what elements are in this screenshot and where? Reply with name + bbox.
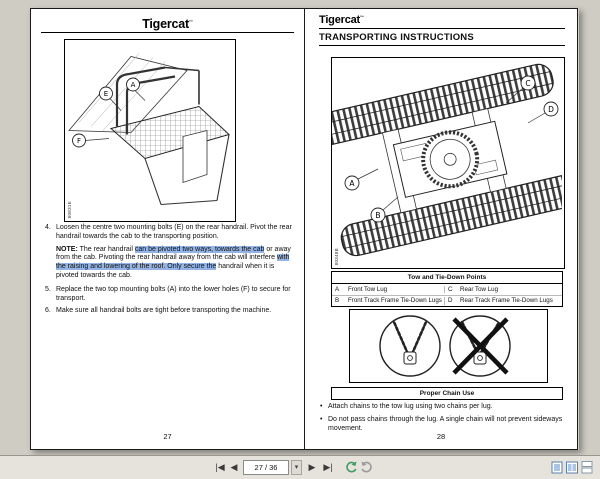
continuous-view-icon — [581, 461, 593, 474]
header-rule — [319, 28, 565, 29]
single-page-view-icon — [551, 461, 563, 474]
instruction-list — [45, 224, 292, 320]
item-number: 4. — [45, 224, 51, 231]
continuous-view-button[interactable] — [581, 461, 596, 476]
correct-chain-diagram — [380, 316, 440, 376]
page-number: 27 — [163, 432, 172, 441]
page-dropdown-button[interactable]: ▾ — [291, 460, 302, 475]
header-rule — [41, 32, 294, 33]
svg-text:A: A — [130, 81, 136, 89]
previous-view-icon — [344, 460, 358, 474]
table-letter: D — [444, 297, 460, 305]
callout-F — [73, 134, 110, 147]
right-page — [304, 8, 578, 450]
svg-text:C: C — [525, 78, 531, 88]
list-item-4 — [45, 224, 292, 242]
svg-text:E: E — [103, 90, 109, 98]
item-text: Loosen the centre two mounting bolts (E) on the rear handrail. Pivot the rear handrail towards the cab to the transporting position. — [56, 224, 292, 240]
document-spread — [30, 8, 579, 450]
next-page-button[interactable]: ▶ — [308, 462, 316, 472]
single-page-view-button[interactable] — [551, 461, 566, 476]
viewer-toolbar — [0, 455, 600, 479]
callout-D — [528, 102, 558, 123]
chain-use-header: Proper Chain Use — [331, 387, 563, 400]
svg-text:A: A — [349, 178, 355, 188]
list-item-6 — [45, 307, 292, 316]
callout-A — [345, 169, 378, 190]
facing-pages-view-icon — [566, 461, 578, 474]
figure-code: 80348B — [334, 247, 339, 265]
page-number: 28 — [436, 432, 446, 441]
trademark-mark: ™ — [360, 14, 364, 20]
svg-text:D: D — [548, 104, 554, 114]
table-letter: B — [335, 297, 340, 304]
section-title: TRANSPORTING INSTRUCTIONS — [319, 32, 474, 43]
svg-text:B: B — [375, 210, 381, 220]
table-letter: A — [335, 285, 340, 293]
side-panel — [183, 131, 207, 183]
chain-use-figure — [350, 310, 545, 380]
figure-code: 80831E — [67, 200, 72, 218]
left-page — [30, 8, 305, 450]
item-number: 6. — [45, 307, 51, 315]
highlighted-text: can be pivoted two ways, towards the cab — [134, 245, 265, 253]
handrail-figure-frame — [64, 39, 236, 222]
table-cell: Front Tow Lug — [348, 285, 388, 293]
brand-logo: Tigercat™ — [319, 14, 364, 26]
facing-pages-view-button[interactable] — [566, 461, 581, 476]
table-cell: Front Track Frame Tie-Down Lugs — [348, 297, 442, 304]
chain-figure-frame — [349, 309, 548, 383]
note-paragraph — [56, 246, 292, 281]
table-title: Tow and Tie-Down Points — [332, 272, 562, 284]
trademark-mark: ™ — [189, 18, 193, 24]
note-text: The rear handrail — [77, 245, 135, 253]
table-cell: Rear Track Frame Tie-Down Lugs — [460, 297, 553, 304]
bullet-item: • Do not pass chains through the lug. A single chain will not prevent sideways movement. — [319, 416, 565, 434]
next-view-icon — [360, 460, 374, 474]
previous-page-button[interactable]: ◀ — [230, 462, 238, 472]
note-label: NOTE: — [56, 245, 78, 253]
bullet-item: • Attach chains to the tow lug using two chains per lug. — [319, 403, 565, 412]
previous-view-button[interactable] — [344, 460, 359, 475]
note-text: handrail when it is pivoted towards the cab. — [56, 263, 275, 279]
page-number-input[interactable] — [243, 460, 289, 475]
highlighted-text: with the raising and lowering of the roof. Only secure the — [56, 254, 290, 271]
last-page-button[interactable]: ▶| — [323, 462, 333, 472]
incorrect-chain-diagram — [450, 316, 510, 376]
title-rule — [319, 45, 565, 46]
note-text: or away from the cab. Pivoting the rear handrail away from the cab will interfere — [56, 245, 291, 262]
tiedown-figure — [332, 58, 562, 266]
table-row — [332, 284, 562, 295]
item-text: Replace the two top mounting bolts (A) into the lower holes (F) to secure for transport. — [56, 285, 291, 302]
item-number: 5. — [45, 285, 51, 293]
tiedown-figure-frame — [331, 57, 565, 269]
first-page-button[interactable]: |◀ — [215, 462, 225, 472]
carrier-body — [332, 62, 562, 259]
brand-logo: Tigercat™ — [142, 17, 193, 31]
svg-text:F: F — [76, 137, 82, 145]
tiedown-table — [331, 271, 563, 307]
item-text: Make sure all handrail bolts are tight before transporting the machine. — [56, 307, 272, 315]
table-letter: C — [444, 286, 460, 294]
table-cell: Rear Tow Lug — [460, 285, 499, 293]
next-view-button[interactable] — [360, 460, 375, 475]
handrail-figure — [65, 40, 233, 219]
list-item-5 — [45, 286, 292, 304]
table-row — [332, 295, 562, 307]
